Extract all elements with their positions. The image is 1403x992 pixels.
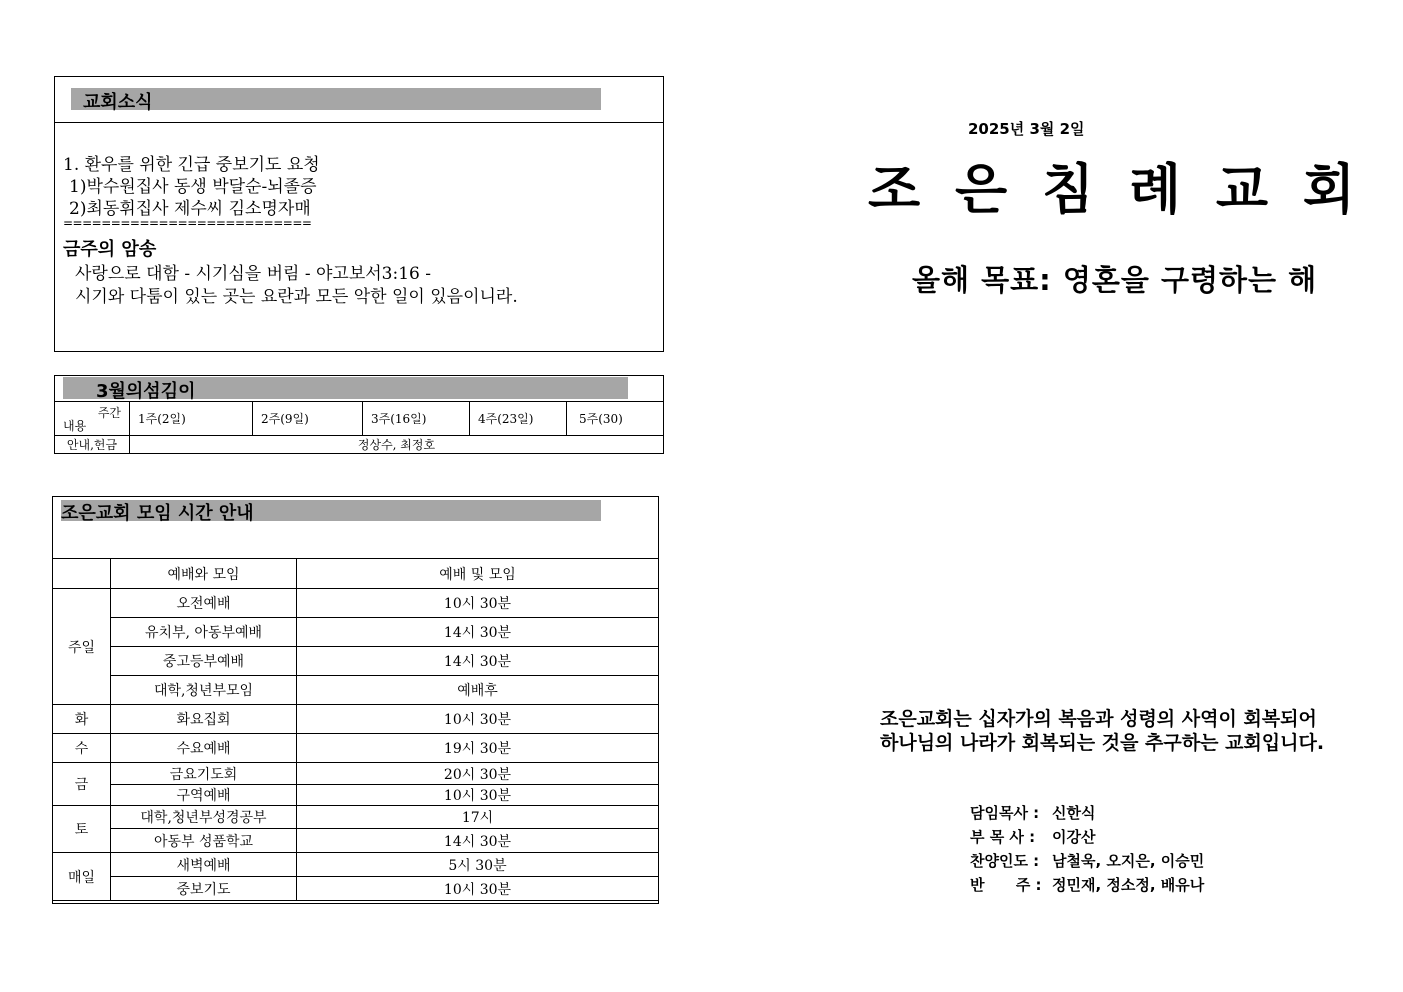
schedule-table [52,558,659,901]
staff-names: 남철욱, 오지은, 이승민 [1052,852,1205,870]
row-name: 아동부 성품학교 [111,829,297,853]
mission-line2: 하나님의 나라가 회복되는 것을 추구하는 교회입니다. [880,732,1325,754]
memory-verse-line2: 시기와 다툼이 있는 곳는 요란과 모든 악한 일이 있음이니라. [75,287,518,307]
table-row [53,647,659,676]
row-time: 14시 30분 [297,647,659,676]
mission-line1: 조은교회는 십자가의 복음과 성령의 사역이 회복되어 [880,708,1317,730]
servants-corner-top: 주간 [97,406,121,420]
schedule-col1: 예배와 모임 [111,559,297,589]
row-name: 화요집회 [111,705,297,734]
staff-list [970,801,1204,897]
table-row [53,829,659,853]
group-wed: 수 [53,734,111,763]
week-2: 2주(9일) [253,402,363,436]
staff-role: 부 목 사 : [970,828,1036,846]
news-header-divider [55,122,663,123]
group-sunday: 주일 [53,589,111,705]
row-time: 20시 30분 [297,763,659,785]
row-name: 오전예배 [111,589,297,618]
row-time: 예배후 [297,676,659,705]
row-time: 5시 30분 [297,853,659,877]
week-5: 5주(30) [567,402,664,436]
row-time: 14시 30분 [297,829,659,853]
memory-verse-title: 금주의 암송 [63,239,157,260]
memory-verse-line1: 사랑으로 대함 - 시기심을 버림 - 야고보서3:16 - [75,264,431,284]
table-row [53,705,659,734]
table-row [53,676,659,705]
row-name: 금요기도회 [111,763,297,785]
staff-row [970,801,1204,825]
staff-names: 신한식 [1052,804,1096,822]
servants-corner-cell [55,402,130,436]
news-box [54,76,664,352]
servants-header-label: 3월의섬김이 [96,381,196,402]
row-name: 중보기도 [111,877,297,901]
row-time: 10시 30분 [297,877,659,901]
row-time: 10시 30분 [297,589,659,618]
table-row [53,589,659,618]
week-1: 1주(2일) [130,402,253,436]
servants-table [54,401,664,454]
news-divider: ========================== [63,216,312,230]
annual-goal: 올해 목표: 영혼을 구령하는 해 [912,263,1318,297]
row-name: 대학,청년부모임 [111,676,297,705]
table-row [53,806,659,829]
staff-row [970,849,1204,873]
row-time: 17시 [297,806,659,829]
bulletin-date: 2025년 3월 2일 [968,120,1085,138]
servants-row-label: 안내,헌금 [55,436,130,454]
schedule-header-row [53,559,659,589]
staff-names: 정민재, 정소정, 배유나 [1052,876,1205,894]
staff-names: 이강산 [1052,828,1096,846]
row-name: 새벽예배 [111,853,297,877]
schedule-header-empty [53,559,111,589]
staff-row [970,825,1204,849]
news-item1-title: 1. 환우를 위한 긴급 중보기도 요청 [63,155,320,175]
schedule-col2: 예배 및 모임 [297,559,659,589]
servants-box [54,375,664,454]
staff-role: 반 주 : [970,876,1042,894]
row-name: 구역예배 [111,785,297,806]
servants-corner-bottom: 내용 [63,419,87,433]
group-tue: 화 [53,705,111,734]
schedule-header [61,500,601,524]
table-row [53,734,659,763]
table-row [53,853,659,877]
schedule-box [52,496,659,904]
table-row [53,763,659,785]
schedule-header-label: 조은교회 모임 시간 안내 [61,503,254,524]
news-header [71,88,601,113]
table-row [53,618,659,647]
group-sat: 토 [53,806,111,853]
group-fri: 금 [53,763,111,806]
week-4: 4주(23일) [470,402,567,436]
table-row [53,785,659,806]
staff-role: 담임목사 : [970,804,1040,822]
row-time: 19시 30분 [297,734,659,763]
staff-role: 찬양인도 : [970,852,1040,870]
row-name: 유치부, 아동부예배 [111,618,297,647]
row-name: 수요예배 [111,734,297,763]
row-name: 중고등부예배 [111,647,297,676]
row-time: 14시 30분 [297,618,659,647]
row-time: 10시 30분 [297,785,659,806]
news-item1-b: 2)최동휘집사 제수씨 김소명자매 [69,199,311,219]
row-time: 10시 30분 [297,705,659,734]
news-item1-a: 1)박수원집사 동생 박달순-뇌졸증 [69,177,317,197]
staff-row [970,873,1204,897]
church-name: 조 은 침 례 교 회 [868,158,1363,221]
servants-row-value: 정상수, 최정호 [130,436,664,454]
group-daily: 매일 [53,853,111,901]
row-name: 대학,청년부성경공부 [111,806,297,829]
table-row [53,877,659,901]
week-3: 3주(16일) [363,402,470,436]
news-header-label: 교회소식 [83,92,153,113]
servants-header [63,377,628,402]
